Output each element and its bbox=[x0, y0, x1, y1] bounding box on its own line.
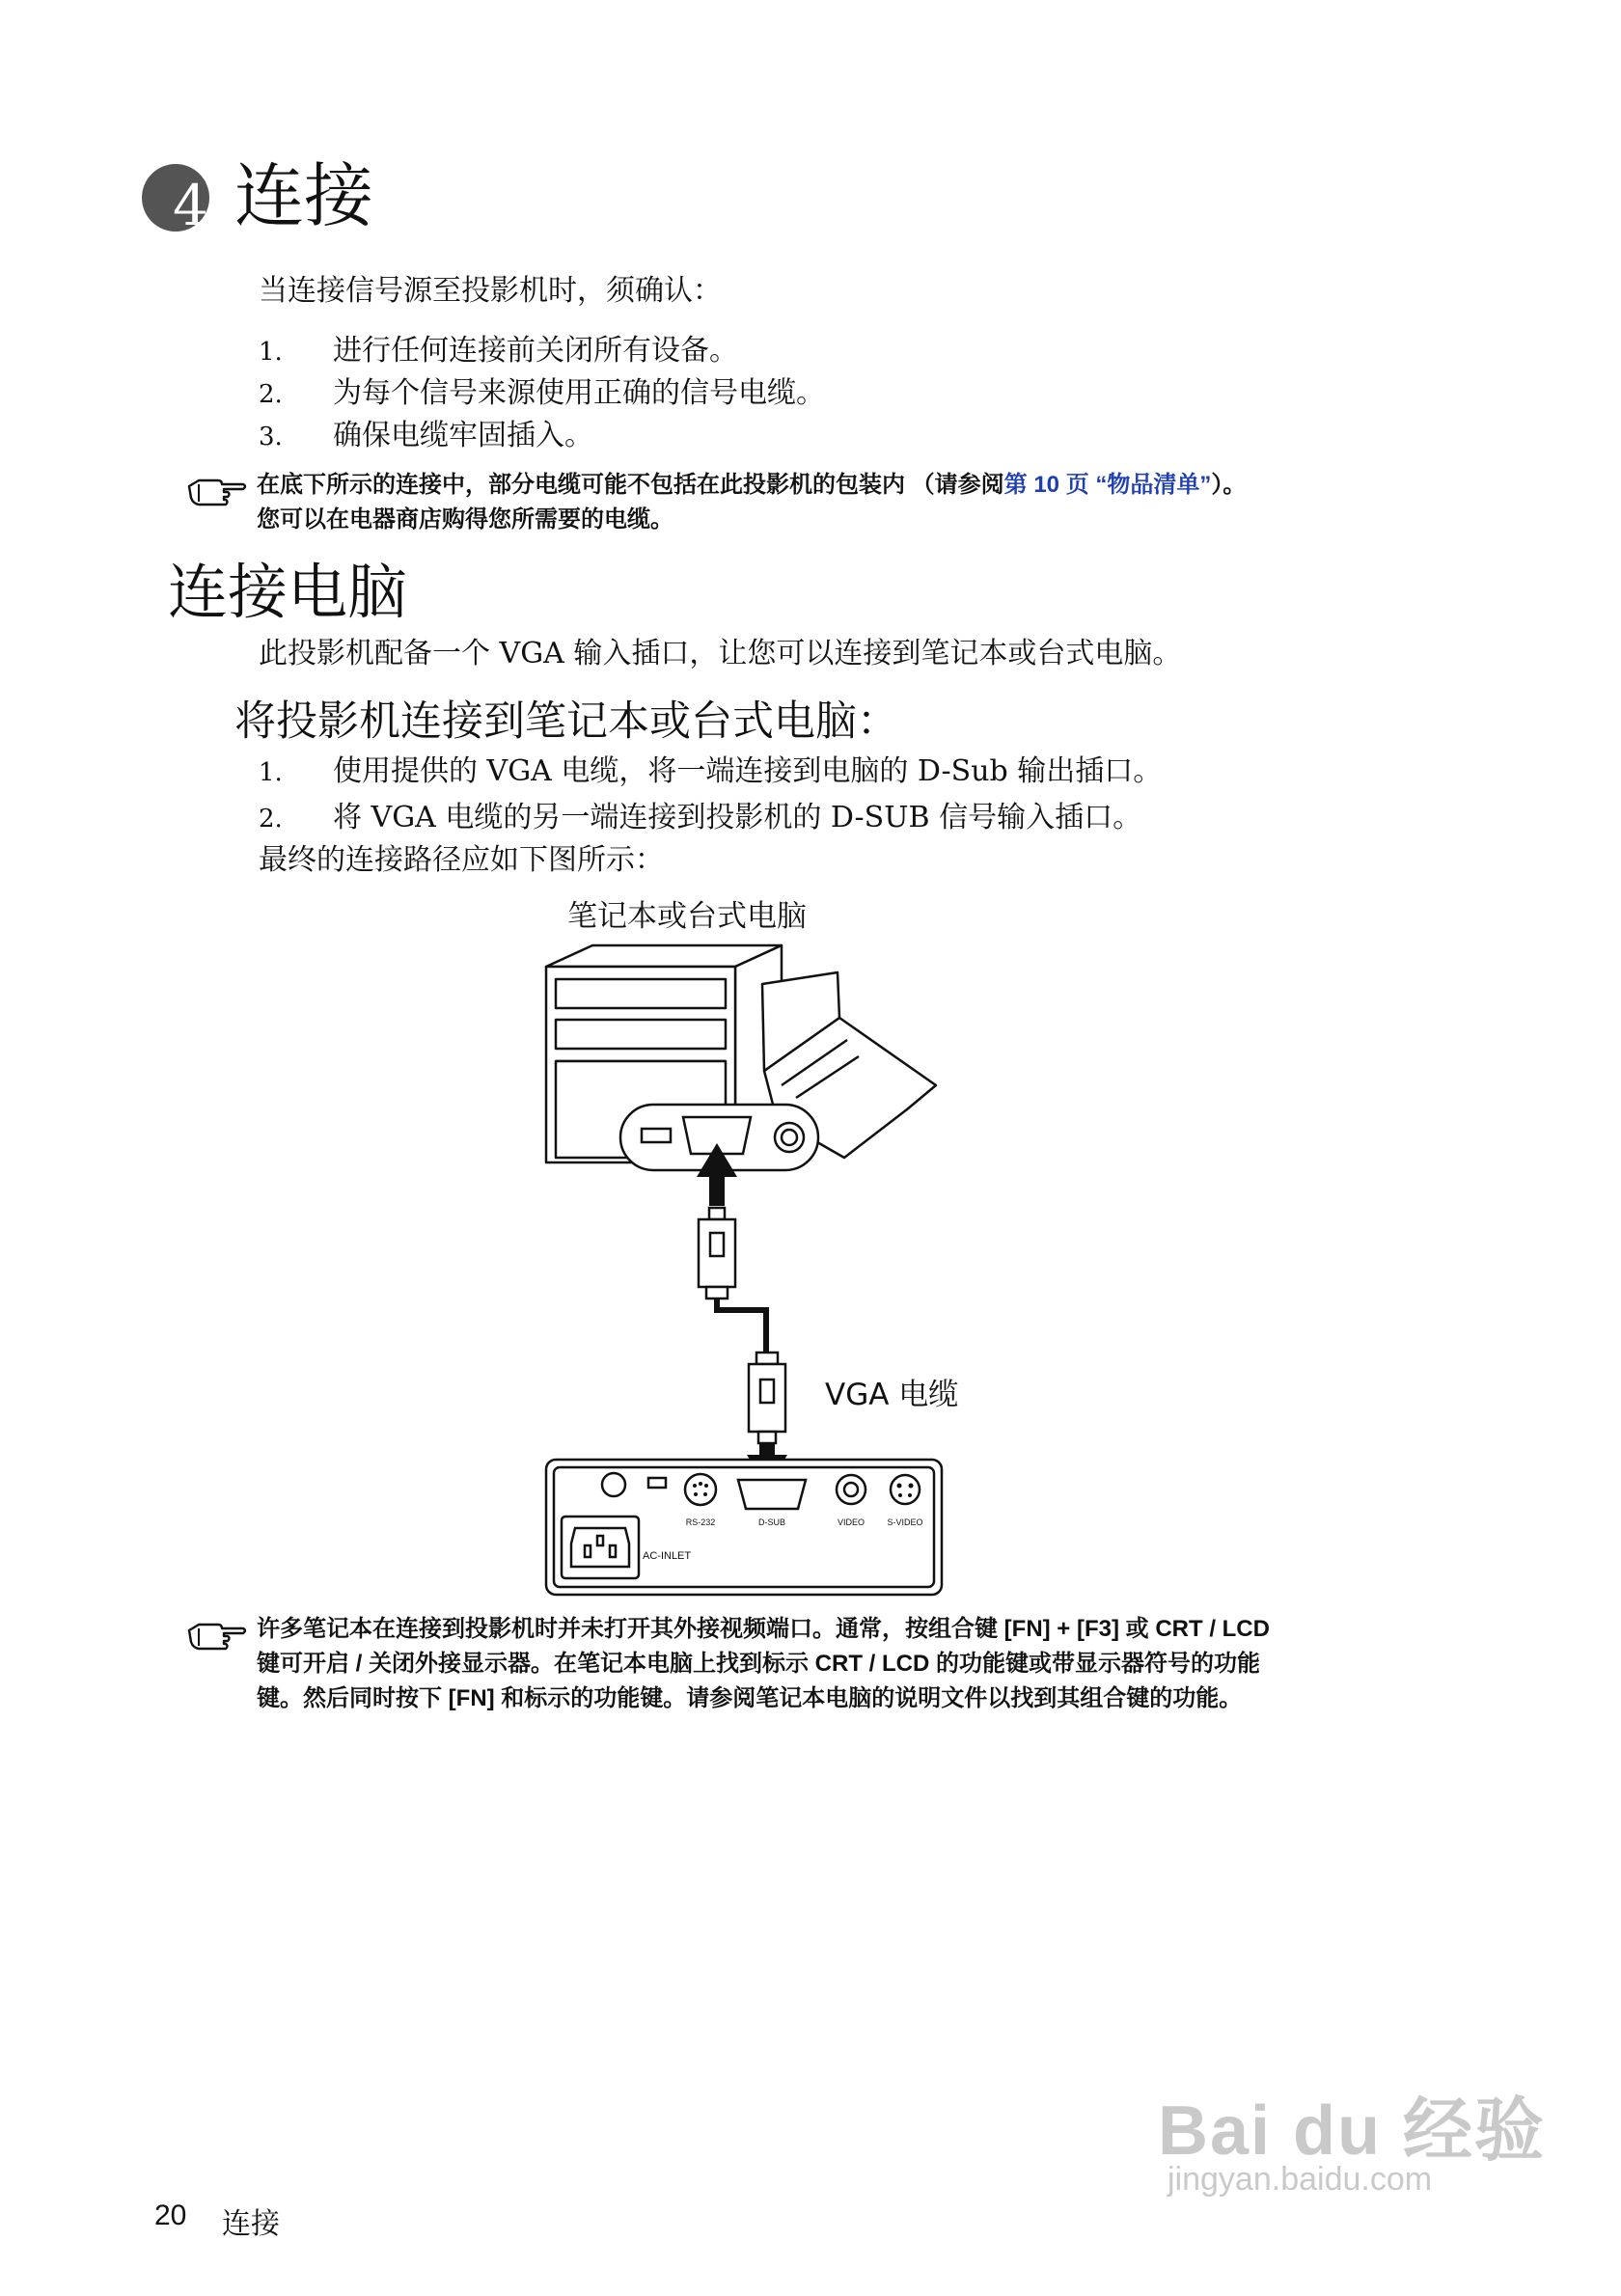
note2-line1: 许多笔记本在连接到投影机时并未打开其外接视频端口。通常，按组合键 [FN] + [F3] 或 CRT / LCD bbox=[257, 1616, 1270, 1642]
watermark-url: jingyan.baidu.com bbox=[1168, 2161, 1433, 2198]
intro-item-text: 确保电缆牢固插入。 bbox=[333, 419, 593, 452]
page-number: 20 bbox=[154, 2200, 187, 2231]
step-text: 将 VGA 电缆的另一端连接到投影机的 D-SUB 信号输入插口。 bbox=[333, 801, 1142, 834]
note-line1-end: ）。 bbox=[1211, 472, 1247, 498]
section-title: 连接电脑 bbox=[168, 557, 408, 627]
computer-label: 笔记本或台式电脑 bbox=[567, 899, 807, 934]
watermark-logo bbox=[1158, 2074, 1546, 2174]
step-num: 2. bbox=[259, 805, 283, 834]
watermark-brand: Bai du 经验 bbox=[1158, 2092, 1547, 2170]
step-text: 使用提供的 VGA 电缆，将一端连接到电脑的 D-Sub 输出插口。 bbox=[333, 754, 1163, 788]
subsection-after: 最终的连接路径应如下图所示： bbox=[259, 843, 664, 877]
footer-chapter-label: 连接 bbox=[222, 2207, 280, 2241]
svideo-port-label: S-VIDEO bbox=[887, 1517, 923, 1527]
dsub-port-label: D-SUB bbox=[757, 1517, 786, 1527]
chapter-number: 4 bbox=[173, 173, 208, 238]
subsection-title: 将投影机连接到笔记本或台式电脑： bbox=[234, 697, 898, 746]
pointing-hand-icon bbox=[185, 1617, 251, 1654]
section-text: 此投影机配备一个 VGA 输入插口，让您可以连接到笔记本或台式电脑。 bbox=[259, 637, 1182, 670]
intro-item-num: 1. bbox=[259, 338, 283, 367]
intro-item-num: 2. bbox=[259, 380, 283, 409]
video-port-label: VIDEO bbox=[837, 1517, 865, 1527]
intro-item-num: 3. bbox=[259, 423, 283, 451]
connection-diagram bbox=[521, 926, 965, 1601]
note2-line3: 键。然后同时按下 [FN] 和标示的功能键。请参阅笔记本电脑的说明文件以找到其组合键的功能。 bbox=[257, 1685, 1243, 1711]
packing-list-link[interactable]: 第 10 页 “物品清单” bbox=[1003, 472, 1212, 498]
vga-connector-top bbox=[699, 1208, 735, 1298]
note-line2: 您可以在电器商店购得您所需要的电缆。 bbox=[257, 506, 673, 533]
chapter-title: 连接 bbox=[234, 155, 374, 236]
note-text bbox=[257, 469, 1511, 502]
intro-item-text: 为每个信号来源使用正确的信号电缆。 bbox=[333, 376, 825, 410]
ac-inlet-label: AC-INLET bbox=[643, 1550, 692, 1562]
vga-cable bbox=[717, 1298, 766, 1353]
pointing-hand-icon bbox=[185, 473, 251, 509]
intro-item-text: 进行任何连接前关闭所有设备。 bbox=[333, 334, 738, 368]
vga-connector-bottom bbox=[749, 1353, 785, 1443]
projector-rear-panel bbox=[546, 1460, 942, 1595]
rs232-port-label: RS-232 bbox=[685, 1517, 716, 1527]
note-line1-text: 在底下所示的连接中，部分电缆可能不包括在此投影机的包装内 （请参阅 bbox=[257, 472, 1004, 498]
cable-label: VGA 电缆 bbox=[825, 1378, 959, 1412]
note2-line2: 键可开启 / 关闭外接显示器。在笔记本电脑上找到标示 CRT / LCD 的功能键或带显示器符号的功能 bbox=[257, 1651, 1260, 1677]
intro-text: 当连接信号源至投影机时，须确认： bbox=[259, 274, 722, 308]
step-num: 1. bbox=[259, 758, 283, 787]
